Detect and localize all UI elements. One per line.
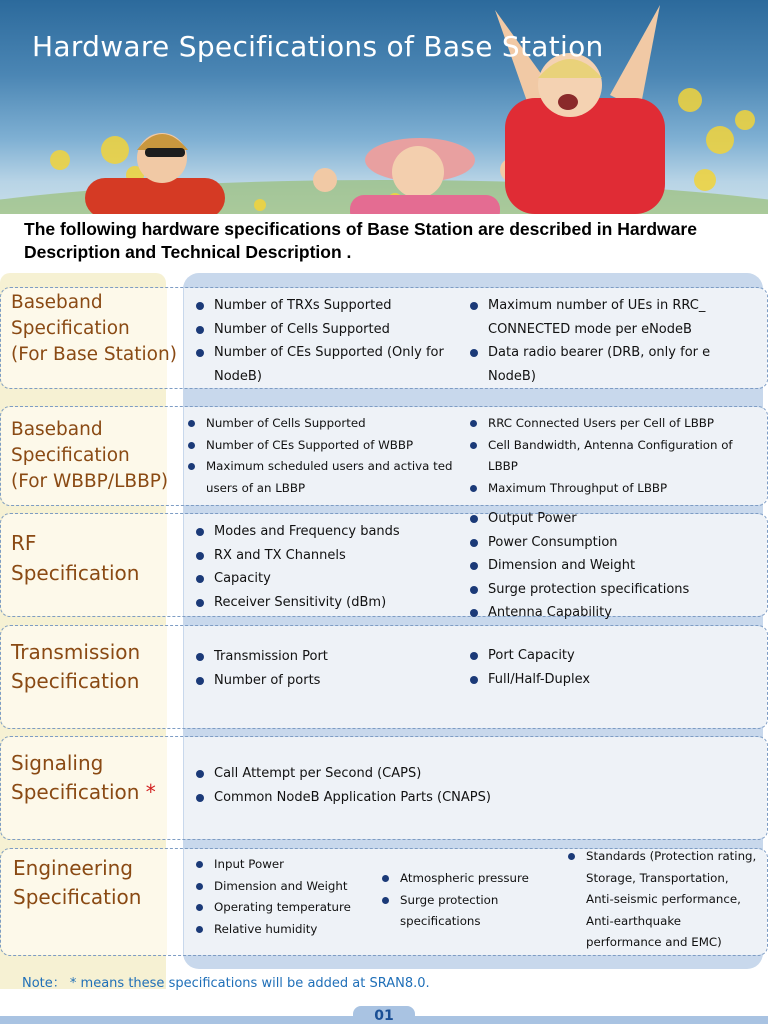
list-item: Dimension and Weight (195, 876, 375, 898)
section-signaling (0, 736, 768, 840)
spec-list-right (469, 644, 739, 691)
list-item: Antenna Capability (469, 601, 749, 625)
list-item: Operating temperature (195, 897, 375, 919)
spec-list-left (195, 294, 455, 388)
section-label: Baseband Specification (For WBBP/LBBP) (11, 419, 169, 492)
spec-list-middle (381, 868, 551, 933)
list-item: Data radio bearer (DRB, only for e NodeB) (469, 341, 737, 388)
list-item: Full/Half-Duplex (469, 668, 739, 692)
list-item: Maximum scheduled users and activa ted users of an LBBP (187, 456, 457, 499)
spec-list-left (195, 645, 455, 692)
spec-list-right (469, 294, 737, 388)
page-title: Hardware Specifications of Base Station (32, 30, 604, 63)
list-item: Atmospheric pressure (381, 868, 551, 890)
list-item: Output Power (469, 507, 749, 531)
spec-list-right (469, 413, 759, 499)
list-item: Modes and Frequency bands (195, 520, 455, 544)
list-item: Call Attempt per Second (CAPS) (195, 762, 695, 786)
spec-list-left (195, 520, 455, 614)
list-item: Number of Cells Supported (187, 413, 457, 435)
list-item: Input Power (195, 854, 375, 876)
spec-list-left (187, 413, 457, 499)
section-label: Signaling Specification * (11, 751, 156, 804)
list-item: Number of CEs Supported (Only for NodeB) (195, 341, 455, 388)
list-item: Maximum Throughput of LBBP (469, 478, 759, 500)
list-item: Dimension and Weight (469, 554, 749, 578)
page-number: 01 (353, 1006, 415, 1024)
spec-list-right (469, 507, 749, 625)
header-banner (0, 0, 768, 214)
section-label: Transmission Specification (11, 640, 141, 693)
list-item: Maximum number of UEs in RRC_ CONNECTED mode per eNodeB (469, 294, 737, 341)
list-item: Receiver Sensitivity (dBm) (195, 591, 455, 615)
section-rf (0, 511, 768, 620)
list-item: Number of CEs Supported of WBBP (187, 435, 457, 457)
list-item: Number of Cells Supported (195, 318, 455, 342)
intro-text: The following hardware specifications of Base Station are described in Hardware Description and Technical Description . (24, 219, 697, 262)
list-item: Power Consumption (469, 531, 749, 555)
section-label: Baseband Specification (For Base Station) (11, 292, 177, 365)
list-item: Number of ports (195, 669, 455, 693)
section-baseband-base-station (0, 287, 768, 389)
spec-list-left (195, 762, 695, 809)
pending-star: * (145, 780, 156, 804)
list-item: RX and TX Channels (195, 544, 455, 568)
list-item: Surge protection specifications (469, 578, 749, 602)
section-baseband-wbbp-lbbp (0, 406, 768, 506)
footnote: Note： * means these specifications will be added at SRAN8.0. (22, 976, 430, 991)
list-item: Surge protection specifications (381, 890, 551, 933)
section-engineering (0, 848, 768, 956)
list-item: Capacity (195, 567, 455, 591)
list-item: Number of TRXs Supported (195, 294, 455, 318)
section-label: RF Specification (11, 531, 140, 585)
list-item: Relative humidity (195, 919, 375, 941)
spec-list-right (567, 846, 757, 954)
section-label: Engineering Specification (13, 856, 142, 909)
list-item: Cell Bandwidth, Antenna Configuration of LBBP (469, 435, 759, 478)
list-item: Transmission Port (195, 645, 455, 669)
list-item: Standards (Protection rating, Storage, Transportation, Anti-seismic performance, Anti-earthquake performance and EMC) (567, 846, 757, 954)
list-item: Port Capacity (469, 644, 739, 668)
section-transmission (0, 625, 768, 729)
list-item: RRC Connected Users per Cell of LBBP (469, 413, 759, 435)
spec-list-left (195, 854, 375, 940)
list-item: Common NodeB Application Parts (CNAPS) (195, 786, 695, 810)
